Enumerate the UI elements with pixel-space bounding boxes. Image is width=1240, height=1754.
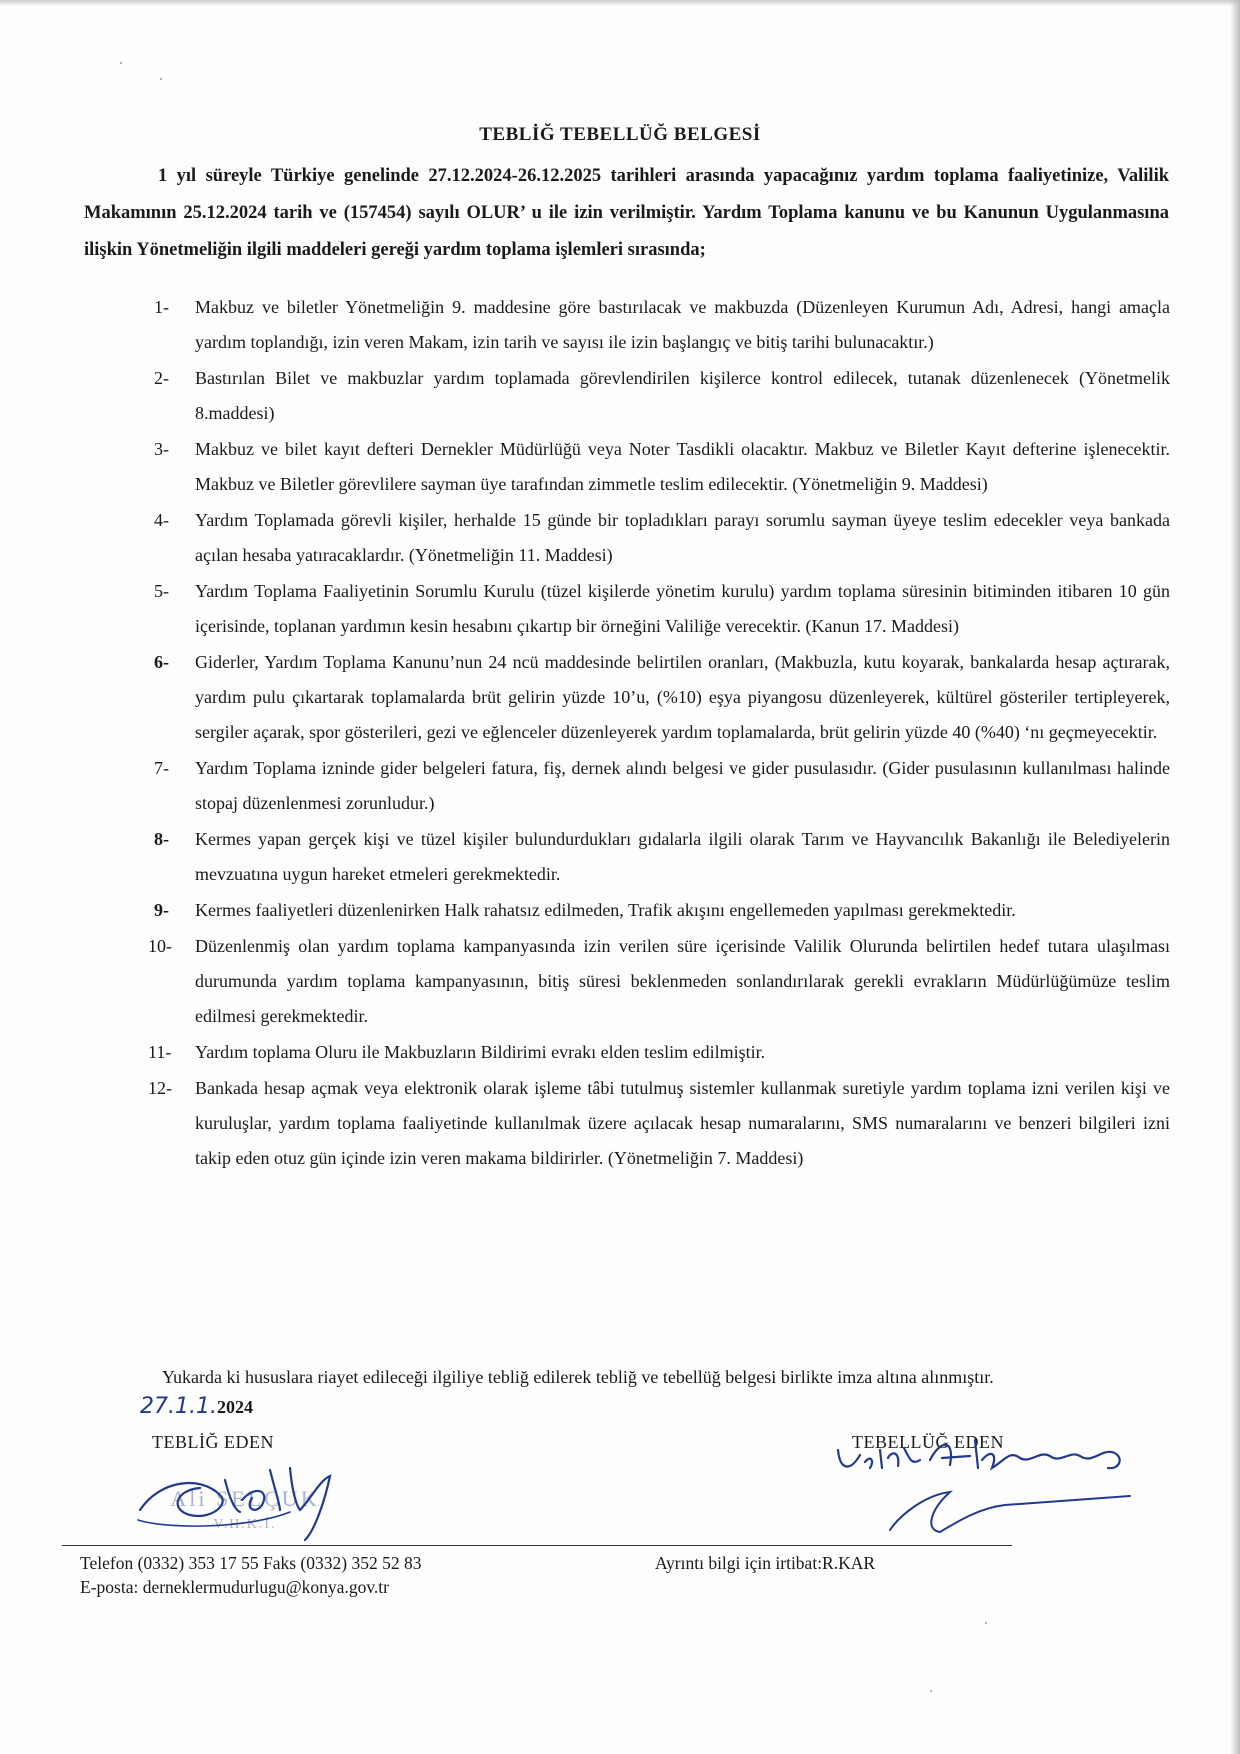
list-item — [150, 432, 1170, 502]
list-item-text: Kermes faaliyetleri düzenlenirken Halk rahatsız edilmeden, Trafik akışını engellemeden yapılması gerekmektedir. — [195, 900, 1016, 920]
list-item-number: 9- — [154, 900, 169, 920]
list-item-text: Makbuz ve bilet kayıt defteri Dernekler Müdürlüğü veya Noter Tasdikli olacaktır. Makbuz ve Biletler Kayıt defterine işlenecektir. Makbuz ve Biletler görevlilere sayman üye tarafından zimmetle teslim edilecektir. (Yönetmeliğin 9. Maddesi) — [195, 439, 1170, 494]
list-item-number: 2- — [154, 368, 169, 388]
list-item — [150, 751, 1170, 821]
list-item-number: 3- — [154, 439, 169, 459]
footer-email: E-posta: derneklermudurlugu@konya.gov.tr — [80, 1577, 390, 1597]
notifier-label: TEBLİĞ EDEN — [152, 1432, 274, 1452]
list-item-text: Giderler, Yardım Toplama Kanunu’nun 24 ncü maddesinde belirtilen oranları, (Makbuzla, kutu koyarak, bankalarda hesap açtırarak, yardım pulu çıkartarak toplamalarda brüt gelirin yüzde 10’u, (%10) eşya piyangosu düzenleyerek, kültürel gösteriler tertipleyerek, sergiler açarak, spor gösterileri, gezi ve eğlenceler düzenleyerek yardım toplamalarda, brüt gelirin yüzde 40 (%40) ‘nı geçmeyecektir. — [195, 652, 1170, 742]
scan-speck — [120, 62, 122, 64]
rules-list — [150, 290, 1170, 1177]
scan-edge-right — [1230, 0, 1240, 1754]
list-item-text: Düzenlenmiş olan yardım toplama kampanyasında izin verilen süre içerisinde Valilik Olurunda belirtilen hedef tutara ulaşılması durumunda yardım toplama kampanyasının, bitiş süresi beklenmeden sonlandırılarak gerekli evrakların Müdürlüğümüze teslim edilmesi gerekmektedir. — [195, 936, 1170, 1026]
list-item-number: 10- — [148, 936, 172, 956]
list-item-number: 11- — [148, 1042, 172, 1062]
list-item — [150, 822, 1170, 892]
list-item-text: Kermes yapan gerçek kişi ve tüzel kişiler bulundurdukları gıdalarla ilgili olarak Tarım ve Hayvancılık Bakanlığı ile Belediyelerin mevzuatına uygun hareket etmeleri gerekmektedir. — [195, 829, 1170, 884]
list-item — [150, 929, 1170, 1034]
list-item-text: Yardım Toplama izninde gider belgeleri fatura, fiş, dernek alındı belgesi ve gider pusulasıdır. (Gider pusulasının kullanılması halinde stopaj düzenlenmesi zorunludur.) — [195, 758, 1170, 813]
list-item-number: 1- — [154, 297, 169, 317]
list-item — [150, 645, 1170, 750]
list-item — [150, 1035, 1170, 1070]
list-item-number: 8- — [154, 829, 169, 849]
notifier-signature — [130, 1440, 360, 1550]
list-item-text: Yardım Toplamada görevli kişiler, herhalde 15 günde bir topladıkları parayı sorumlu sayman üyeye teslim edecekler veya bankada açılan hesaba yatıracaklardır. (Yönetmeliğin 11. Maddesi) — [195, 510, 1170, 565]
handwritten-date: 27.1.1. — [140, 1394, 217, 1419]
recipient-signature — [830, 1420, 1160, 1560]
list-item-number: 5- — [154, 581, 169, 601]
scan-edge-top — [0, 0, 1240, 6]
document-title: TEBLİĞ TEBELLÜĞ BELGESİ — [479, 124, 761, 145]
list-item — [150, 893, 1170, 928]
list-item — [150, 574, 1170, 644]
scan-speck — [930, 1690, 932, 1692]
footer-divider — [62, 1545, 1012, 1546]
recipient-label: TEBELLÜĞ EDEN — [852, 1432, 1004, 1452]
stamp-name: Ali SELÇUK — [170, 1486, 320, 1511]
footer-contact-person: Ayrıntı bilgi için irtibat:R.KAR — [655, 1553, 876, 1573]
scan-speck — [985, 1622, 987, 1624]
list-item-text: Bankada hesap açmak veya elektronik olarak işleme tâbi tutulmuş sistemler kullanmak suretiyle yardım toplama izni verilen kişi ve kuruluşlar, yardım toplama faaliyetinde kullanılmak üzere açılacak hesap numaralarını, SMS numaralarını ve benzeri bilgileri izni takip eden otuz gün içinde izin veren makama bildirirler. (Yönetmeliğin 7. Maddesi) — [195, 1078, 1170, 1168]
list-item-text: Makbuz ve biletler Yönetmeliğin 9. maddesine göre bastırılacak ve makbuzda (Düzenleyen Kurumun Adı, Adresi, hangi amaçla yardım toplandığı, izin veren Makam, izin tarih ve sayısı ile izin başlangıç ve bitiş tarihi bulunacaktır.) — [195, 297, 1170, 352]
list-item — [150, 503, 1170, 573]
list-item-number: 7- — [154, 758, 169, 778]
list-item — [150, 290, 1170, 360]
closing-paragraph: Yukarda ki hususlara riayet edileceği ilgiliye tebliğ edilerek tebliğ ve tebellüğ belgesi birlikte imza altına alınmıştır. — [162, 1367, 994, 1387]
list-item — [150, 361, 1170, 431]
list-item-number: 4- — [154, 510, 169, 530]
stamp-title: V.H.K.İ. — [213, 1517, 277, 1532]
footer-phone-fax: Telefon (0332) 353 17 55 Faks (0332) 352 52 83 — [80, 1553, 422, 1573]
date-year: 2024 — [216, 1397, 253, 1417]
signing-date — [140, 1394, 253, 1419]
list-item-text: Yardım Toplama Faaliyetinin Sorumlu Kurulu (tüzel kişilerde yönetim kurulu) yardım toplama süresinin bitiminden itibaren 10 gün içerisinde, toplanan yardımın kesin hesabını çıkartıp bir örneğini Valiliğe verecektir. (Kanun 17. Maddesi) — [195, 581, 1170, 636]
footer-contact-block — [80, 1551, 421, 1599]
list-item-number: 6- — [154, 652, 169, 672]
list-item-text: Bastırılan Bilet ve makbuzlar yardım toplamada görevlendirilen kişilerce kontrol edilecek, tutanak düzenlenecek (Yönetmelik 8.maddesi) — [195, 368, 1170, 423]
list-item-text: Yardım toplama Oluru ile Makbuzların Bildirimi evrakı elden teslim edilmiştir. — [195, 1042, 766, 1062]
list-item — [150, 1071, 1170, 1176]
list-item-number: 12- — [148, 1078, 172, 1098]
intro-paragraph: 1 yıl süreyle Türkiye genelinde 27.12.2024-26.12.2025 tarihleri arasında yapacağınız yardım toplama faaliyetinize, Valilik Makamının 25.12.2024 tarih ve (157454) sayılı OLUR’ u ile izin verilmiştir. Yardım Toplama kanunu ve bu Kanunun Uygulanmasına ilişkin Yönetmeliğin ilgili maddeleri gereği yardım toplama işlemleri sırasında; — [84, 166, 1169, 260]
scan-speck — [160, 78, 162, 80]
